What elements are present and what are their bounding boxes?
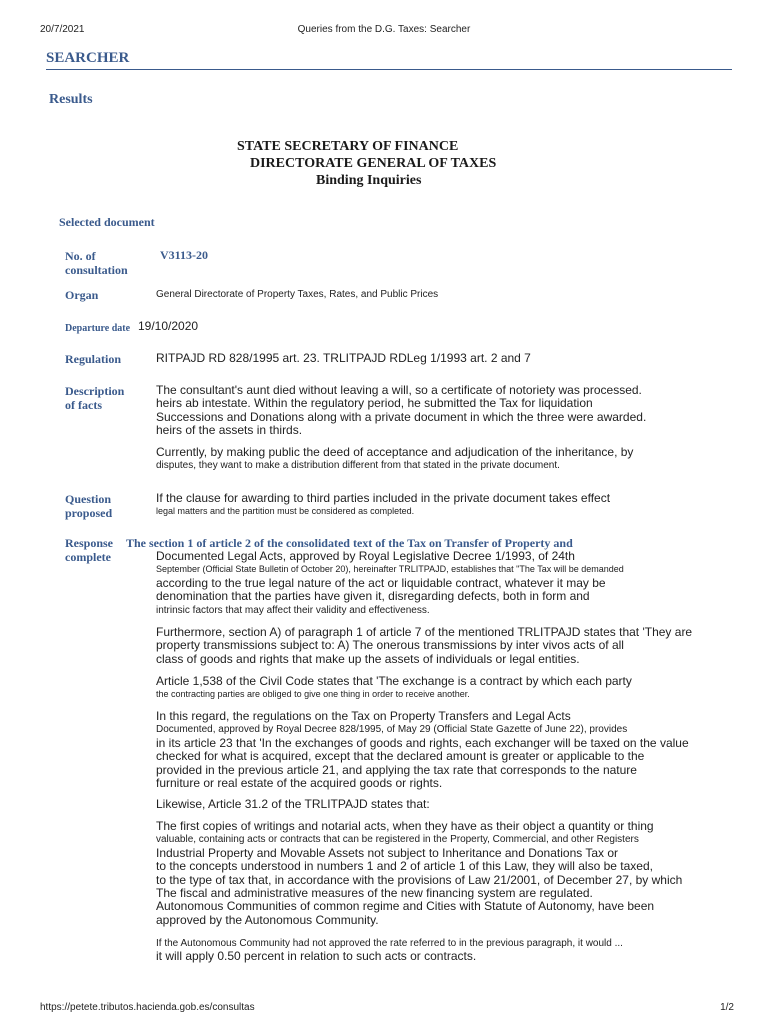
text-line: Successions and Donations along with a private document in which the three were awarded. <box>156 409 647 424</box>
response-paragraph-2 <box>156 626 709 666</box>
text-line: intrinsic factors that may affect their validity and effectiveness. <box>156 604 430 616</box>
response-paragraph-7 <box>156 937 709 964</box>
text-line: legal matters and the partition must be considered as completed. <box>156 506 415 517</box>
text-line: class of goods and rights that make up the assets of individuals or legal entities. <box>156 651 580 666</box>
question-text <box>156 492 709 519</box>
selected-document-heading: Selected document <box>59 215 155 229</box>
text-line: denomination that the parties have given it, disregarding defects, both in form and <box>156 589 590 604</box>
text-line: If the Autonomous Community had not approved the rate referred to in the previous paragraph, it would ... <box>156 938 623 949</box>
response-paragraph-5 <box>156 798 709 811</box>
question-label-line-2: proposed <box>65 506 113 520</box>
response-paragraph-1 <box>156 550 709 617</box>
text-line: Autonomous Communities of common regime and Cities with Statute of Autonomy, have been <box>156 899 655 914</box>
text-line: to the type of tax that, in accordance with the provisions of Law 21/2001, of December 27, by which <box>156 872 683 887</box>
description-label-line-2: of facts <box>65 398 102 412</box>
results-heading: Results <box>49 92 93 107</box>
consultation-label-line-2: consultation <box>65 263 128 277</box>
response-paragraph-6 <box>156 820 709 927</box>
response-paragraph-3 <box>156 675 709 702</box>
description-label-line-1: Description <box>65 384 125 398</box>
response-paragraph-4 <box>156 710 709 790</box>
text-line: September (Official State Bulletin of October 20), hereinafter TRLITPAJD, establishes that "The Tax will be demanded <box>156 564 624 575</box>
question-label-line-1: Question <box>65 492 112 506</box>
description-text-2 <box>156 446 709 473</box>
text-line: The fiscal and administrative measures of the new financing system are regulated. <box>156 886 593 901</box>
text-line: disputes, they want to make a distribution different from that stated in the private document. <box>156 460 560 472</box>
text-line: Likewise, Article 31.2 of the TRLITPAJD states that: <box>156 797 430 811</box>
response-label-line-2: complete <box>65 550 111 564</box>
text-line: Furthermore, section A) of paragraph 1 of article 7 of the mentioned TRLITPAJD states that 'They are <box>156 625 693 639</box>
text-line: Documented, approved by Royal Decree 828/1995, of May 29 (Official State Gazette of June 22), provides <box>156 724 628 736</box>
consultation-label-line-1: No. of <box>65 249 96 263</box>
organ-label: Organ <box>65 288 99 302</box>
departure-date-label: Departure date <box>65 323 131 334</box>
response-label <box>65 536 113 564</box>
heading-line-3: Binding Inquiries <box>316 173 422 188</box>
print-page-title: Queries from the D.G. Taxes: Searcher <box>297 24 471 35</box>
text-line: Currently, by making public the deed of acceptance and adjudication of the inheritance, by <box>156 445 634 459</box>
text-line: furniture or real estate of the acquired goods or rights. <box>156 776 443 791</box>
text-line: Documented Legal Acts, approved by Royal Legislative Decree 1/1993, of 24th <box>156 549 575 563</box>
text-line: in its article 23 that 'In the exchanges of goods and rights, each exchanger will be taxed on the value <box>156 735 689 750</box>
heading-line-2: DIRECTORATE GENERAL OF TAXES <box>250 156 497 171</box>
text-line: Article 1,538 of the Civil Code states that 'The exchange is a contract by which each party <box>156 674 632 688</box>
departure-date-value: 19/10/2020 <box>138 319 199 333</box>
regulation-value: RITPAJD RD 828/1995 art. 23. TRLITPAJD RDLeg 1/1993 art. 2 and 7 <box>156 351 531 365</box>
text-line: approved by the Autonomous Community. <box>156 912 379 927</box>
description-label <box>65 384 124 412</box>
consultation-label <box>65 249 128 277</box>
text-line: provided in the previous article 21, and applying the tax rate that corresponds to the nature <box>156 762 637 777</box>
description-text <box>156 384 709 438</box>
searcher-heading: SEARCHER <box>46 50 732 70</box>
question-label <box>65 492 112 520</box>
text-line: it will apply 0.50 percent in relation to such acts or contracts. <box>156 949 477 964</box>
text-line: The consultant's aunt died without leaving a will, so a certificate of notoriety was processed. <box>156 383 642 397</box>
response-label-line-1: Response <box>65 536 114 550</box>
text-line: The first copies of writings and notarial acts, when they have as their object a quantity or thing <box>156 819 654 833</box>
organ-value: General Directorate of Property Taxes, Rates, and Public Prices <box>156 289 439 300</box>
regulation-label: Regulation <box>65 352 122 366</box>
text-line: Industrial Property and Movable Assets not subject to Inheritance and Donations Tax or <box>156 845 619 860</box>
text-line: heirs ab intestate. Within the regulatory period, he submitted the Tax for liquidation <box>156 396 593 411</box>
text-line: according to the true legal nature of the act or liquidable contract, whatever it may be <box>156 575 606 590</box>
heading-line-1: STATE SECRETARY OF FINANCE <box>237 139 459 154</box>
page-url: https://petete.tributos.hacienda.gob.es/consultas <box>40 1002 255 1013</box>
text-line: to the concepts understood in numbers 1 and 2 of article 1 of this Law, they will also be taxed, <box>156 859 653 874</box>
page-number: 1/2 <box>720 1002 734 1013</box>
text-line: In this regard, the regulations on the Tax on Property Transfers and Legal Acts <box>156 709 571 723</box>
text-line: valuable, containing acts or contracts that can be registered in the Property, Commercial, and other Registers <box>156 834 639 846</box>
text-line: property transmissions subject to: A) The onerous transmissions by inter vivos acts of all <box>156 638 624 653</box>
consultation-number: V3113-20 <box>160 248 208 262</box>
response-first-line: The section 1 of article 2 of the consolidated text of the Tax on Transfer of Property and <box>126 536 573 550</box>
text-line: If the clause for awarding to third parties included in the private document takes effect <box>156 491 611 505</box>
text-line: heirs of the assets in thirds. <box>156 423 303 438</box>
text-line: checked for what is acquired, except that the declared amount is greater or applicable to the <box>156 749 645 764</box>
print-date: 20/7/2021 <box>40 24 85 35</box>
text-line: the contracting parties are obliged to give one thing in order to receive another. <box>156 689 470 700</box>
